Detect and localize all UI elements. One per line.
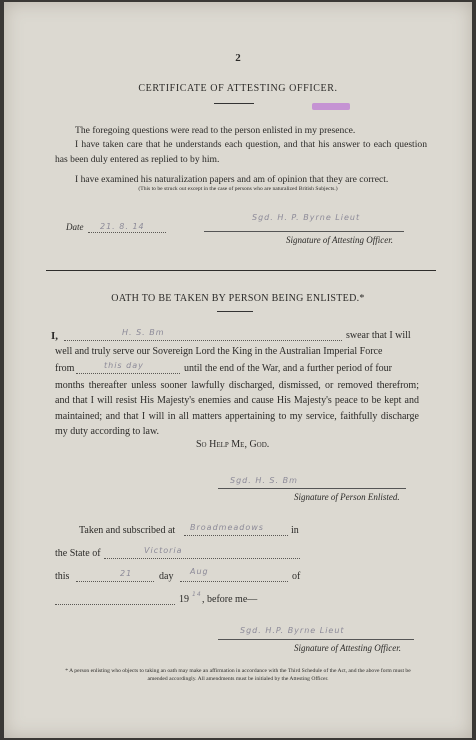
date-value: 21. 8. 14 xyxy=(100,222,145,231)
cert-naturalization-note: (This to be struck out except in the case of persons who are naturalized British Subjects.) xyxy=(138,186,338,192)
officer2-signature-line xyxy=(218,639,414,640)
cert-para-presence: The foregoing questions were read to the person enlisted in my presence. xyxy=(75,125,356,136)
footnote: * A person enlisting who objects to taking an oath may make an affirmation in accordance with the Third Schedule of the Act, and the above form must be amended accordingly. All amendments must be initialed by the Attesting Officer. xyxy=(65,668,411,682)
cert-para-naturalization: I have examined his naturalization papers and am of opinion that they are correct. xyxy=(75,174,389,185)
title-rule xyxy=(214,103,254,104)
ink-stamp-mark xyxy=(312,103,350,110)
enlisted-signature-value: Sgd. H. S. Bm xyxy=(230,476,298,485)
officer2-signature-value: Sgd. H.P. Byrne Lieut xyxy=(240,626,345,635)
place-line xyxy=(184,535,288,536)
officer-signature-value: Sgd. H. P. Byrne Lieut xyxy=(252,213,361,222)
of-label: of xyxy=(292,571,301,582)
day-line xyxy=(76,581,154,582)
oath-body: months thereafter unless sooner lawfully discharged, dismissed, or removed therefrom; and that I will resist His Majesty's enemies and cause His Majesty's peace to be kept and maintained; and that I will in all matters appertaining to my service, faithfully discharge my duty according to law. xyxy=(55,380,419,438)
from-label: from xyxy=(55,363,75,374)
day-value: 21 xyxy=(120,569,133,578)
section-divider xyxy=(46,270,436,271)
place-value: Broadmeadows xyxy=(190,523,264,532)
enlistee-name-value: H. S. Bm xyxy=(122,328,165,337)
date-label: Date xyxy=(66,222,84,232)
taken-label: Taken and subscribed at xyxy=(79,525,176,536)
state-line xyxy=(104,558,300,559)
swear-text: swear that I will xyxy=(346,330,411,341)
in-label: in xyxy=(291,525,299,536)
officer-signature-line xyxy=(204,231,404,232)
before-me-label: , before me— xyxy=(202,594,258,605)
year-line xyxy=(55,604,175,605)
year-prefix: 19 xyxy=(179,594,189,605)
year-value: 14 xyxy=(192,591,202,598)
certificate-title: CERTIFICATE OF ATTESTING OFFICER. xyxy=(138,83,338,94)
attestation-page xyxy=(4,2,472,738)
oath-line-until: until the end of the War, and a further period of four xyxy=(184,363,392,374)
oath-line-serve: well and truly serve our Sovereign Lord the King in the Australian Imperial Force xyxy=(55,346,383,357)
from-value: this day xyxy=(104,361,144,370)
date-line xyxy=(88,232,166,233)
oath-closing: So Help Me, God. xyxy=(196,439,270,450)
oath-title-rule xyxy=(217,311,253,312)
oath-title: OATH TO BE TAKEN BY PERSON BEING ENLISTED.* xyxy=(111,293,365,304)
cert-para-understands: I have taken care that he understands each question, and that his answer to each question has been duly entered as replied to by him. xyxy=(55,139,427,165)
state-value: Victoria xyxy=(144,546,183,555)
officer-signature-caption: Signature of Attesting Officer. xyxy=(286,235,393,245)
officer2-signature-caption: Signature of Attesting Officer. xyxy=(294,643,401,653)
this-label: this xyxy=(55,571,70,582)
day-label: day xyxy=(159,571,174,582)
enlistee-name-line xyxy=(64,340,342,341)
enlisted-signature-line xyxy=(218,488,406,489)
month-value: Aug xyxy=(190,567,209,576)
oath-lead: I, xyxy=(51,330,59,342)
enlisted-signature-caption: Signature of Person Enlisted. xyxy=(294,492,400,502)
from-line xyxy=(76,373,180,374)
page-number: 2 xyxy=(235,52,241,64)
month-line xyxy=(180,581,288,582)
state-label: the State of xyxy=(55,548,101,559)
